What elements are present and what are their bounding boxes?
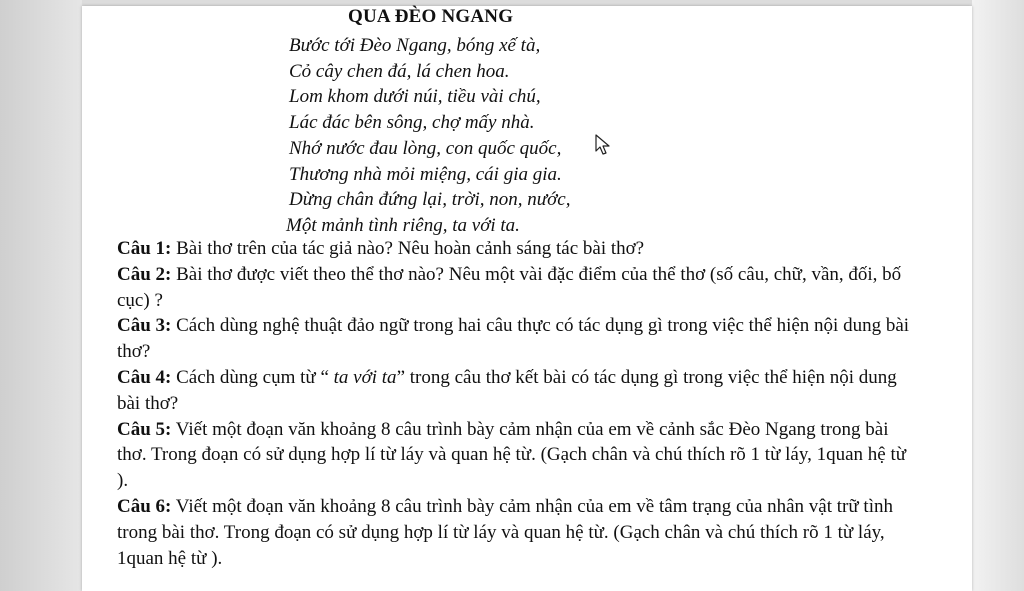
question-text: Viết một đoạn văn khoảng 8 câu trình bày cảm nhận của em về tâm trạng của nhân vật trữ tình trong bài thơ. Trong đoạn có sử dụng hợp lí từ láy và quan hệ từ. (Gạch chân và chú thích rõ 1 từ láy, 1quan hệ từ ).	[117, 495, 893, 569]
question-list	[117, 236, 917, 571]
question-text: Bài thơ được viết theo thể thơ nào? Nêu một vài đặc điểm của thể thơ (số câu, chữ, vần, đối, bố cục) ?	[117, 263, 902, 311]
poem-line: Dừng chân đứng lại, trời, non, nước,	[289, 189, 571, 211]
question-label: Câu 3:	[117, 315, 172, 337]
question-4	[117, 365, 917, 417]
question-label: Câu 4:	[117, 366, 172, 388]
poem-line: Cỏ cây chen đá, lá chen hoa.	[289, 60, 510, 82]
poem-line: Lom khom dưới núi, tiều vài chú,	[289, 86, 541, 108]
quoted-phrase: ta với ta	[333, 366, 397, 388]
question-label: Câu 2:	[117, 263, 172, 285]
poem-title: QUA ĐÈO NGANG	[348, 6, 514, 27]
question-label: Câu 6:	[117, 495, 172, 517]
question-text: Viết một đoạn văn khoảng 8 câu trình bày cảm nhận của em về cảnh sắc Đèo Ngang trong bài thơ. Trong đoạn có sử dụng hợp lí từ láy và quan hệ từ. (Gạch chân và chú thích rõ 1 từ láy, 1quan hệ từ ).	[117, 418, 907, 492]
question-label: Câu 1:	[117, 238, 172, 259]
question-text: Cách dùng cụm từ “	[171, 366, 334, 388]
background-left	[0, 0, 82, 591]
question-1	[117, 236, 917, 262]
poem-line: Nhớ nước đau lòng, con quốc quốc,	[289, 137, 562, 159]
question-6	[117, 494, 917, 571]
poem-line: Lác đác bên sông, chợ mấy nhà.	[289, 112, 535, 134]
mouse-pointer-icon	[595, 134, 613, 156]
poem-line: Bước tới Đèo Ngang, bóng xế tà,	[289, 35, 541, 56]
question-label: Câu 5:	[117, 418, 172, 440]
question-2	[117, 262, 917, 314]
question-text: Cách dùng nghệ thuật đảo ngữ trong hai câu thực có tác dụng gì trong việc thể hiện nội dung bài thơ?	[117, 315, 910, 363]
poem-line: Một mảnh tình riêng, ta với ta.	[286, 214, 520, 236]
poem	[286, 33, 571, 239]
question-text: ” trong câu thơ kết bài có tác dụng gì trong việc thể hiện nội dung bài thơ?	[117, 366, 897, 414]
question-3	[117, 313, 917, 365]
poem-line: Thương nhà mỏi miệng, cái gia gia.	[289, 163, 562, 185]
background-right	[972, 0, 1024, 591]
question-text: Bài thơ trên của tác giả nào? Nêu hoàn cảnh sáng tác bài thơ?	[171, 238, 645, 259]
question-5	[117, 417, 917, 494]
